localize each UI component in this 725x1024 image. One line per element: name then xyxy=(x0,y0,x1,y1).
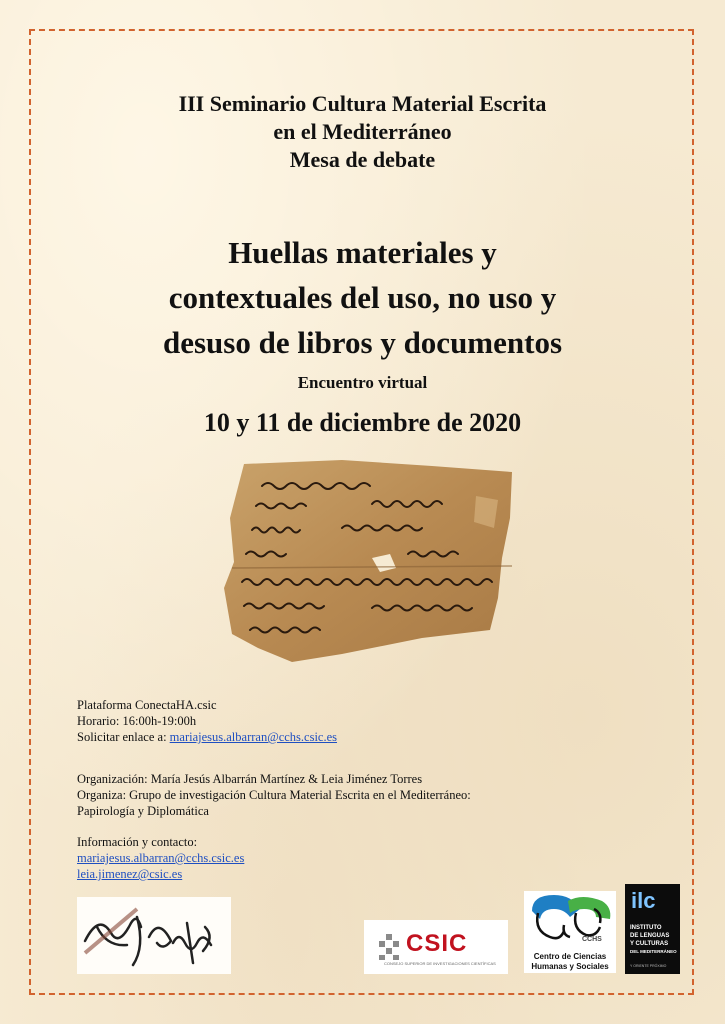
main-title xyxy=(0,230,725,365)
group-signature-logo xyxy=(77,897,231,974)
ilc-line-3: Y CULTURAS xyxy=(630,941,669,947)
cchs-name-line-1: Centro de Ciencias xyxy=(533,952,607,961)
title-line-1: Huellas materiales y xyxy=(228,235,497,270)
csic-wordmark: CSIC xyxy=(406,930,468,957)
ilc-name xyxy=(630,924,677,956)
platform-text: Plataforma ConectaHA.csic xyxy=(77,698,217,712)
contact-email-2-link[interactable]: leia.jimenez@csic.es xyxy=(77,867,183,881)
seminar-header xyxy=(0,90,725,174)
contact-info xyxy=(77,834,244,882)
contact-email-1-link[interactable]: mariajesus.albarran@cchs.csic.es xyxy=(77,851,245,865)
csic-logo xyxy=(364,920,508,974)
request-email-link[interactable]: mariajesus.albarran@cchs.csic.es xyxy=(169,730,338,744)
title-line-3: desuso de libros y documentos xyxy=(162,325,563,360)
header-line-2: en el Mediterráneo xyxy=(273,119,452,144)
event-subtitle: Encuentro virtual xyxy=(297,373,428,392)
title-line-2: contextuales del uso, no uso y xyxy=(168,280,557,315)
cchs-name-line-2: Humanas y Sociales xyxy=(531,962,609,971)
request-label: Solicitar enlace a: xyxy=(77,730,170,744)
ilc-subtitle: Y ORIENTE PRÓXIMO xyxy=(630,964,667,968)
cchs-logo xyxy=(524,891,616,973)
event-date: 10 y 11 de diciembre de 2020 xyxy=(203,408,522,437)
schedule-text: Horario: 16:00h-19:00h xyxy=(77,714,197,728)
group-line-1: Organiza: Grupo de investigación Cultura Material Escrita en el Mediterráneo: xyxy=(77,788,471,802)
header-line-3: Mesa de debate xyxy=(289,147,436,172)
group-line-2: Papirología y Diplomática xyxy=(77,804,209,818)
csic-emblem-icon xyxy=(374,932,404,962)
ilc-line-1: INSTITUTO xyxy=(630,925,662,931)
header-line-1: III Seminario Cultura Material Escrita xyxy=(178,91,547,116)
cchs-faces-icon xyxy=(524,891,616,951)
ilc-logo xyxy=(625,884,680,974)
ilc-line-4: DEL MEDITERRÁNEO xyxy=(630,949,677,954)
ilc-wordmark: ilc xyxy=(631,888,656,913)
papyrus-image xyxy=(222,458,518,664)
organizers-text: Organización: María Jesús Albarrán Martínez & Leia Jiménez Torres xyxy=(77,772,423,786)
ilc-line-2: DE LENGUAS xyxy=(630,933,670,939)
contact-label: Información y contacto: xyxy=(77,835,198,849)
organization-info xyxy=(77,771,471,819)
csic-subtitle: CONSEJO SUPERIOR DE INVESTIGACIONES CIENTÍFICAS xyxy=(384,961,496,966)
access-info xyxy=(77,697,337,745)
cchs-acronym: CCHS xyxy=(582,936,602,943)
request-line xyxy=(77,729,337,745)
